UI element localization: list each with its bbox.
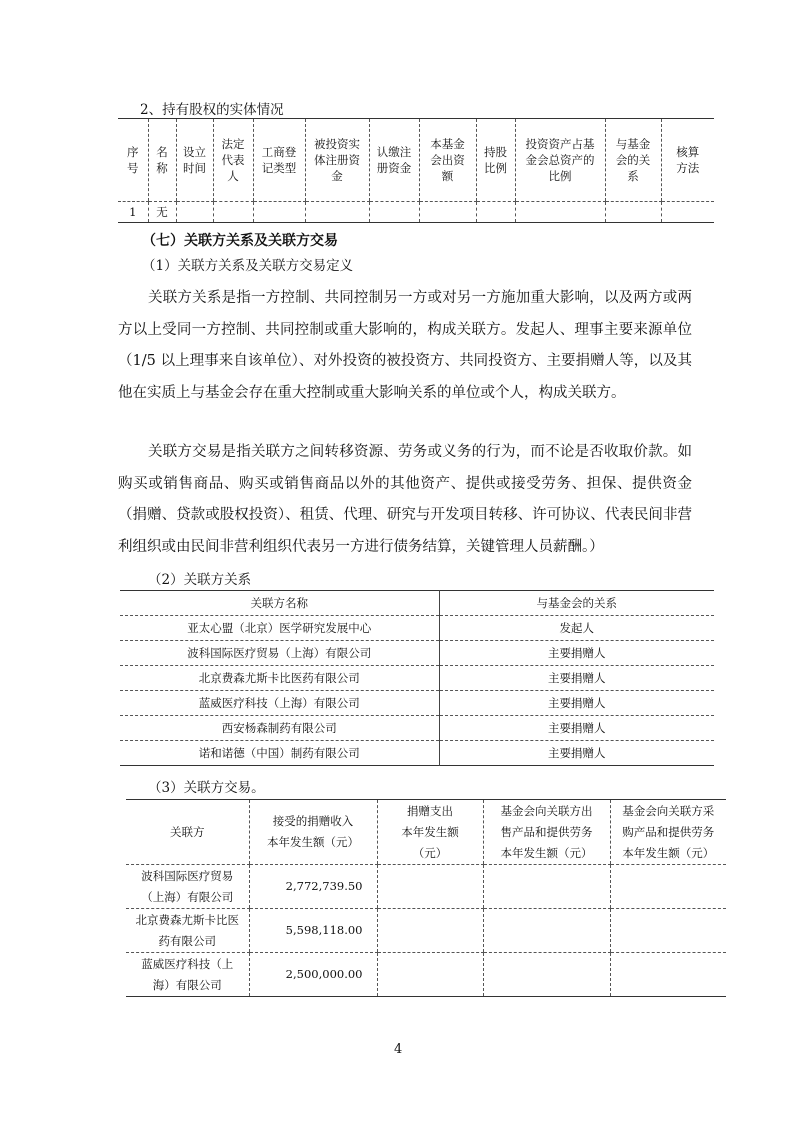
equity-table bbox=[118, 118, 714, 223]
transaction-donation-income: 5,598,118.00 bbox=[249, 909, 377, 953]
related-relations-subtitle: （2）关联方关系 bbox=[148, 572, 252, 588]
equity-header-cell bbox=[176, 119, 213, 202]
transaction-donation-income: 2,772,739.50 bbox=[249, 865, 377, 909]
equity-cell bbox=[213, 202, 253, 223]
transactions-header-line: 本年发生额（元） bbox=[267, 835, 359, 849]
equity-header-line: 会的关 bbox=[615, 153, 651, 167]
transaction-party-line: 北京费森尤斯卡比医 bbox=[135, 912, 239, 927]
transactions-header-cell bbox=[610, 800, 726, 865]
transaction-donation-expense bbox=[377, 865, 483, 909]
transaction-sales bbox=[483, 909, 610, 953]
transactions-header-line: 本年发生额（元） bbox=[622, 845, 715, 860]
transaction-purchases bbox=[610, 909, 726, 953]
table-row bbox=[118, 202, 714, 223]
equity-header-line: 册资金 bbox=[376, 161, 412, 175]
equity-header-line: 金 bbox=[331, 169, 343, 183]
transactions-header-cell bbox=[126, 800, 249, 865]
equity-header-line: 被投资实 bbox=[314, 137, 360, 151]
equity-header-line: 投资资产占基 bbox=[525, 137, 595, 151]
related-section-title: （七）关联方关系及关联方交易 bbox=[142, 233, 338, 249]
equity-header-cell bbox=[419, 119, 476, 202]
equity-cell bbox=[419, 202, 476, 223]
transactions-header-line: 售产品和提供劳务 bbox=[500, 824, 593, 839]
equity-header-line: 会出资 bbox=[430, 153, 465, 167]
related-party-name: 北京费森尤斯卡比医药有限公司 bbox=[120, 666, 439, 691]
transaction-purchases bbox=[610, 865, 726, 909]
related-definition-subtitle: （1）关联方关系及关联方交易定义 bbox=[142, 258, 354, 274]
transactions-header-line: 接受的捐赠收入 bbox=[272, 814, 354, 828]
equity-header-line: 核算 bbox=[676, 145, 700, 159]
relations-header-name: 关联方名称 bbox=[120, 591, 439, 616]
transactions-header-cell bbox=[377, 800, 483, 865]
transaction-party bbox=[126, 953, 249, 997]
transaction-party-line: 药有限公司 bbox=[158, 933, 216, 948]
equity-header-cell bbox=[253, 119, 305, 202]
equity-cell bbox=[305, 202, 369, 223]
related-party-relation: 主要捐赠人 bbox=[439, 716, 714, 741]
related-party-relation: 主要捐赠人 bbox=[439, 666, 714, 691]
table-row bbox=[120, 716, 714, 741]
transactions-header-row bbox=[126, 800, 726, 865]
transactions-header-line: 关联方 bbox=[170, 824, 205, 839]
relations-header-relation: 与基金会的关系 bbox=[439, 591, 714, 616]
table-row bbox=[120, 616, 714, 641]
table-row bbox=[126, 953, 726, 997]
equity-header-cell bbox=[605, 119, 661, 202]
transaction-party bbox=[126, 865, 249, 909]
equity-header-cell bbox=[661, 119, 714, 202]
transaction-party-line: （上海）有限公司 bbox=[141, 889, 234, 904]
transactions-header-line: 基金会向关联方出 bbox=[500, 803, 593, 818]
transactions-header-line: 购产品和提供劳务 bbox=[622, 824, 715, 839]
related-party-relation: 主要捐赠人 bbox=[439, 741, 714, 766]
table-row bbox=[126, 865, 726, 909]
transaction-party-line: 波科国际医疗贸易 bbox=[141, 868, 234, 883]
equity-section-title: 2、持有股权的实体情况 bbox=[140, 102, 284, 118]
transaction-party bbox=[126, 909, 249, 953]
equity-header-line: 额 bbox=[441, 169, 454, 183]
table-row bbox=[120, 741, 714, 766]
transaction-purchases bbox=[610, 953, 726, 997]
equity-header-line: 设立 bbox=[183, 145, 206, 159]
related-transaction-definition: 关联方交易是指关联方之间转移资源、劳务或义务的行为，而不论是否收取价款。如购买或销售商品、购买或销售商品以外的其他资产、提供或接受劳务、担保、提供资金（捐赠、贷款或股权投资）、租赁、代理、研究与开发项目转移、许可协议、代表民间非营利组织或由民间非营利组织代表另一方进行债务结算，关键管理人员薪酬。） bbox=[118, 444, 692, 555]
transaction-donation-income: 2,500,000.00 bbox=[249, 953, 377, 997]
page-number: 4 bbox=[394, 1042, 403, 1057]
transaction-sales bbox=[483, 865, 610, 909]
equity-header-line: 号 bbox=[127, 161, 139, 175]
transactions-header-cell bbox=[249, 800, 377, 865]
related-transactions-subtitle: （3）关联方交易。 bbox=[148, 780, 265, 796]
table-row bbox=[120, 691, 714, 716]
equity-cell bbox=[369, 202, 419, 223]
related-party-name: 西安杨森制药有限公司 bbox=[120, 716, 439, 741]
equity-header-line: 人 bbox=[227, 169, 239, 183]
equity-header-line: 系 bbox=[627, 169, 639, 183]
equity-header-line: 时间 bbox=[183, 161, 206, 175]
equity-header-line: 金会总资产的 bbox=[525, 153, 595, 167]
equity-header-cell bbox=[213, 119, 253, 202]
equity-header-line: 工商登 bbox=[261, 145, 297, 159]
equity-header-line: 持股 bbox=[484, 145, 507, 159]
related-party-name: 亚太心盟（北京）医学研究发展中心 bbox=[120, 616, 439, 641]
related-party-relation: 主要捐赠人 bbox=[439, 691, 714, 716]
equity-header-cell bbox=[148, 119, 176, 202]
table-row bbox=[120, 666, 714, 691]
equity-header-line: 比例 bbox=[484, 161, 507, 175]
related-party-relation: 发起人 bbox=[439, 616, 714, 641]
equity-header-cell bbox=[515, 119, 605, 202]
equity-header-line: 记类型 bbox=[261, 161, 297, 175]
related-party-name: 波科国际医疗贸易（上海）有限公司 bbox=[120, 641, 439, 666]
transaction-party-line: 蓝威医疗科技（上 bbox=[141, 956, 234, 971]
transactions-header-line: （元） bbox=[412, 845, 448, 860]
equity-header-cell bbox=[305, 119, 369, 202]
transactions-header-line: 捐赠支出 bbox=[407, 803, 453, 818]
related-party-name: 蓝威医疗科技（上海）有限公司 bbox=[120, 691, 439, 716]
equity-header-line: 名 bbox=[156, 145, 168, 159]
transaction-donation-expense bbox=[377, 953, 483, 997]
table-row bbox=[120, 641, 714, 666]
equity-header-cell bbox=[476, 119, 515, 202]
transaction-donation-expense bbox=[377, 909, 483, 953]
equity-header-cell bbox=[369, 119, 419, 202]
equity-header-line: 法定 bbox=[221, 137, 245, 151]
related-party-name: 诺和诺德（中国）制药有限公司 bbox=[120, 741, 439, 766]
transactions-table bbox=[126, 799, 726, 997]
equity-header-line: 体注册资 bbox=[314, 153, 360, 167]
equity-header-line: 方法 bbox=[676, 161, 700, 175]
equity-header-line: 比例 bbox=[548, 169, 572, 183]
table-row bbox=[126, 909, 726, 953]
equity-cell bbox=[253, 202, 305, 223]
relations-table bbox=[120, 590, 714, 766]
equity-cell bbox=[661, 202, 714, 223]
transactions-header-line: 本年发生额 bbox=[401, 824, 459, 839]
equity-header-line: 与基金 bbox=[615, 137, 651, 151]
equity-cell bbox=[476, 202, 515, 223]
transaction-sales bbox=[483, 953, 610, 997]
equity-cell bbox=[515, 202, 605, 223]
related-relationship-definition: 关联方关系是指一方控制、共同控制另一方或对另一方施加重大影响，以及两方或两方以上受同一方控制、共同控制或重大影响的，构成关联方。发起人、理事主要来源单位（1/5 以上理事来自该单位）、对外投资的被投资方、共同投资方、主要捐赠人等，以及其他在实质上与基金会存在重大控制或重大影响关系的单位或个人，构成关联方。 bbox=[118, 290, 692, 401]
equity-header-line: 本基金 bbox=[430, 137, 465, 151]
equity-header-cell bbox=[118, 119, 148, 202]
equity-cell: 1 bbox=[118, 202, 148, 223]
transactions-header-line: 基金会向关联方采 bbox=[622, 803, 715, 818]
transactions-header-cell bbox=[483, 800, 610, 865]
equity-header-line: 称 bbox=[156, 161, 168, 175]
transaction-party-line: 海）有限公司 bbox=[152, 977, 222, 992]
equity-header-line: 代表 bbox=[221, 153, 245, 167]
equity-cell bbox=[176, 202, 213, 223]
equity-header-line: 认缴注 bbox=[376, 145, 412, 159]
equity-header-line: 序 bbox=[127, 145, 139, 159]
transactions-header-line: 本年发生额（元） bbox=[500, 845, 593, 860]
equity-cell bbox=[605, 202, 661, 223]
equity-cell: 无 bbox=[148, 202, 176, 223]
related-party-relation: 主要捐赠人 bbox=[439, 641, 714, 666]
equity-table-header-row bbox=[118, 119, 714, 202]
